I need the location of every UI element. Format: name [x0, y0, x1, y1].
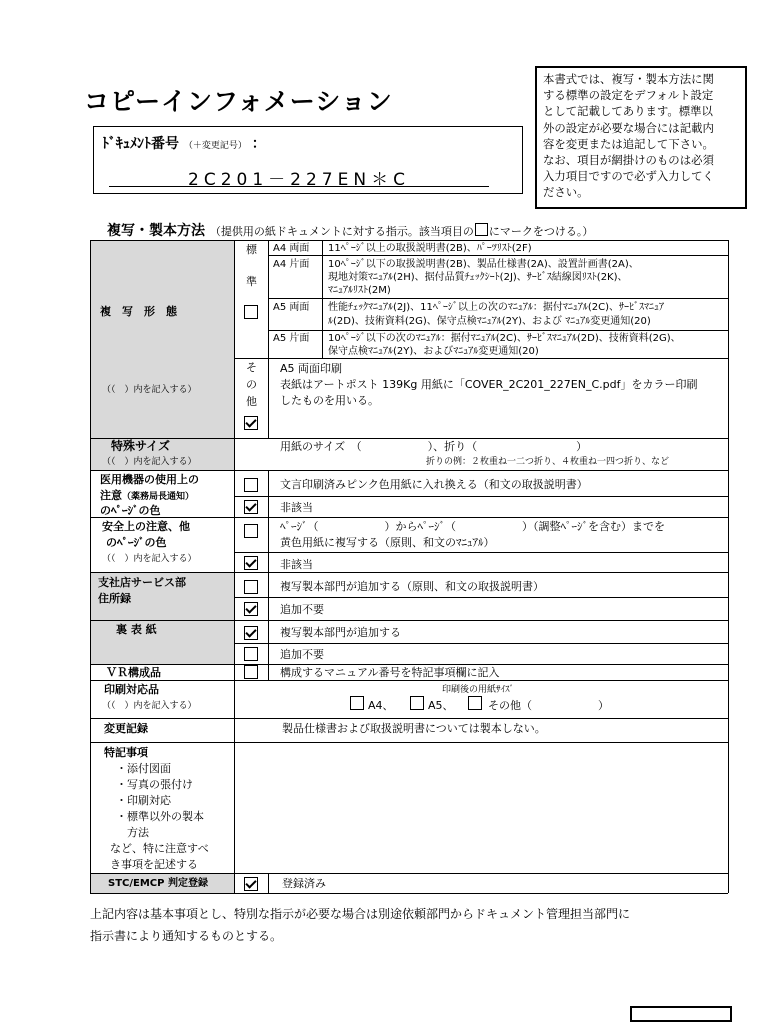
print-a5-label: A5、	[428, 699, 454, 712]
notes-item: ・標準以外の製本	[116, 810, 204, 823]
vr-label: ＶＲ構成品	[106, 666, 161, 679]
branch-option-2: 追加不要	[280, 603, 324, 616]
notes-tail: など、特に注意すべ	[110, 842, 209, 855]
back-cover-label: 裏 表 紙	[116, 623, 157, 636]
note-line: 外の設定が必要な場合には記載内	[543, 120, 714, 135]
footer-line: 上記内容は基本事項とし、特別な指示が必要な場合は別途依頼部門からドキュメント管理担当部門に	[90, 907, 631, 921]
medical-label-3: のﾍﾟｰｼﾞの色	[100, 504, 161, 517]
section-note-a: （提供用の紙ドキュメントに対する指示。該当項目の	[209, 225, 474, 238]
special-size-paren-note: （（ ）内を記入する）	[102, 457, 197, 467]
copy-desc-line: 10ﾍﾟｰｼﾞ以下の取扱説明書(2B)、製品仕様書(2A)、設置計画書(2A)、	[328, 259, 639, 270]
special-size-label: 特殊サイズ	[111, 439, 171, 453]
back-cover-option-1-checkbox[interactable]	[244, 626, 258, 640]
branch-option-1-checkbox[interactable]	[244, 580, 258, 594]
standard-char: 準	[246, 275, 257, 288]
change-record-text: 製品仕様書および取扱説明書については製本しない。	[282, 722, 546, 735]
medical-label-1: 医用機器の使用上の	[100, 473, 199, 486]
note-line: なお、項目が網掛けのものは必須	[543, 153, 714, 168]
print-other-checkbox[interactable]	[468, 696, 482, 710]
footer-text	[90, 903, 630, 947]
print-size-header: 印刷後の用紙ｻｲｽﾞ	[442, 685, 515, 695]
document-number-colon: ：	[251, 136, 266, 152]
section-title: 複写・製本方法	[107, 223, 205, 239]
document-number-underline	[109, 186, 489, 187]
safety-option-1b: 黄色用紙に複写する（原則、和文のﾏﾆｭｱﾙ）	[280, 536, 495, 549]
other-char: そ	[246, 361, 257, 374]
section-heading	[107, 220, 593, 240]
safety-paren-note: （（ ）内を記入する）	[102, 554, 197, 564]
notes-item: ・写真の張付け	[116, 778, 193, 791]
label-cell-back-cover	[90, 620, 234, 664]
safety-option-1-checkbox[interactable]	[244, 524, 258, 538]
copy-desc-line: 11ﾍﾟｰｼﾞ以上の取扱説明書(2B)、ﾊﾟｰﾂﾘｽﾄ(2F)	[328, 243, 532, 254]
copy-type-a4-single: A4 片面	[273, 259, 310, 270]
document-number-value[interactable]: 2C201－227EN＊C	[188, 170, 410, 190]
safety-option-2-checkbox[interactable]	[244, 556, 258, 570]
change-record-label: 変更記録	[104, 722, 148, 735]
vr-checkbox[interactable]	[244, 665, 258, 679]
standard-char: 標	[246, 243, 257, 256]
print-a4-checkbox[interactable]	[350, 696, 364, 710]
medical-option-2-checkbox[interactable]	[244, 500, 258, 514]
document-number-box	[93, 126, 523, 194]
branch-label-1: 支社店サービス部	[98, 576, 186, 589]
print-a4-label: A4、	[368, 699, 394, 712]
medical-option-1: 文言印刷済みピンク色用紙に入れ換える（和文の取扱説明書）	[280, 478, 588, 491]
print-support-paren-note: （（ ）内を記入する）	[102, 701, 197, 711]
copy-type-a4-double: A4 両面	[273, 243, 310, 254]
other-char: 他	[246, 395, 257, 408]
copy-type-a5-double: A5 両面	[273, 302, 310, 313]
safety-option-1a[interactable]: ﾍﾟｰｼﾞ（ ）からﾍﾟｰｼﾞ（ ）（調整ﾍﾟｰｼﾞを含む）までを	[280, 520, 665, 533]
notes-item: ・添付図面	[116, 762, 171, 775]
medical-option-1-checkbox[interactable]	[244, 478, 258, 492]
checkbox-sample-icon	[475, 223, 488, 236]
copy-desc-line: ﾙ(2D)、技術資料(2G)、保守点検ﾏﾆｭｱﾙ(2Y)、および ﾏﾆｭｱﾙ変更通知(20)	[328, 316, 651, 327]
note-line: 容を変更または追記して下さい。	[543, 136, 714, 151]
stc-label: STC/EMCP 判定登録	[108, 878, 208, 889]
section-note-b: にマークをつける。）	[488, 225, 594, 238]
document-number-label-text: ﾄﾞｷｭﾒﾝﾄ番号	[102, 136, 179, 152]
medical-label-2-text: 注意	[100, 489, 122, 502]
branch-label-2: 住所録	[98, 592, 131, 605]
branch-option-2-checkbox[interactable]	[244, 602, 258, 616]
safety-option-2: 非該当	[280, 558, 313, 571]
notes-item: ・印刷対応	[116, 794, 171, 807]
notes-label: 特記事項	[104, 746, 148, 759]
print-support-label: 印刷対応品	[104, 683, 159, 696]
copy-desc-line: 10ﾍﾟｰｼﾞ以下の次のﾏﾆｭｱﾙ：据付ﾏﾆｭｱﾙ(2C)、ｻｰﾋﾞｽﾏﾆｭｱﾙ(2D)、技術資料(2G)、	[328, 333, 681, 344]
notes-item: 方法	[116, 826, 149, 839]
page-title: コピーインフォメーション	[84, 87, 393, 116]
other-checkbox[interactable]	[244, 416, 258, 430]
note-line: 入力項目ですので必ず入力してく	[543, 169, 714, 184]
copy-desc-line: 性能ﾁｪｯｸﾏﾆｭｱﾙ(2J)、11ﾍﾟｰｼﾞ以上の次のﾏﾆｭｱﾙ：据付ﾏﾆｭｱﾙ(2C)、ｻｰﾋﾞｽﾏﾆｭｱ	[328, 302, 664, 313]
medical-label-2-small: （薬務局長通知）	[122, 492, 195, 502]
branch-option-1: 複写製本部門が追加する（原則、和文の取扱説明書）	[280, 580, 544, 593]
medical-option-2: 非該当	[280, 501, 313, 514]
copy-form-paren-note: （（ ）内を記入する）	[102, 385, 197, 395]
copy-desc-line: 保守点検ﾏﾆｭｱﾙ(2Y)、およびﾏﾆｭｱﾙ変更通知(20)	[328, 346, 539, 357]
note-line: ださい。	[543, 185, 589, 200]
other-char: の	[246, 378, 257, 391]
note-line: 本書式では、複写・製本方法に関	[543, 72, 714, 86]
medical-label-2	[100, 489, 194, 504]
back-cover-option-1: 複写製本部門が追加する	[280, 626, 401, 639]
safety-label-1: 安全上の注意、他	[102, 520, 190, 533]
notes-tail: き事項を記述する	[110, 858, 198, 871]
back-cover-option-2-checkbox[interactable]	[244, 647, 258, 661]
copy-form-label: 複 写 形 態	[100, 305, 177, 318]
stc-checkbox[interactable]	[244, 877, 258, 891]
vr-text: 構成するマニュアル番号を特記事項欄に記入	[280, 666, 500, 679]
standard-checkbox[interactable]	[244, 305, 258, 319]
instruction-note	[535, 66, 747, 209]
document-number-label-small: （＋変更記号）	[183, 141, 247, 151]
notes-input-area[interactable]	[235, 743, 727, 872]
label-cell-copy-form	[90, 240, 234, 438]
note-line: する標準の設定をデフォルト設定	[543, 88, 714, 103]
footer-line: 指示書により通知するものとする。	[90, 929, 283, 943]
special-size-example: 折りの例：２枚重ね一二つ折り、４枚重ね一四つ折り、など	[426, 457, 670, 467]
page-number-box	[630, 1006, 732, 1022]
copy-desc-line: ﾏﾆｭｱﾙﾘｽﾄ(2M)	[328, 285, 391, 296]
other-detail-line: したものを用いる。	[280, 394, 379, 407]
special-size-text[interactable]: 用紙のサイズ （ ）、折り（ ）	[280, 440, 588, 453]
safety-label-2: のﾍﾟｰｼﾞの色	[106, 536, 167, 549]
print-a5-checkbox[interactable]	[410, 696, 424, 710]
print-other-label[interactable]: その他（ ）	[488, 699, 609, 712]
other-detail-line: 表紙はアートポスト 139Kg 用紙に「COVER_2C201_227EN_C.pdf」をカラー印刷	[280, 378, 698, 391]
note-line: として記載してあります。標準以	[543, 104, 713, 119]
back-cover-option-2: 追加不要	[280, 648, 324, 661]
other-detail-line: A5 両面印刷	[280, 362, 343, 375]
copy-type-a5-single: A5 片面	[273, 333, 310, 344]
copy-desc-line: 現地対策ﾏﾆｭｱﾙ(2H)、据付品質ﾁｪｯｸｼｰﾄ(2J)、ｻｰﾋﾞｽ結線図ﾘｽﾄ(2K)、	[328, 272, 628, 283]
document-number-label	[102, 133, 266, 153]
stc-text: 登録済み	[282, 877, 326, 890]
